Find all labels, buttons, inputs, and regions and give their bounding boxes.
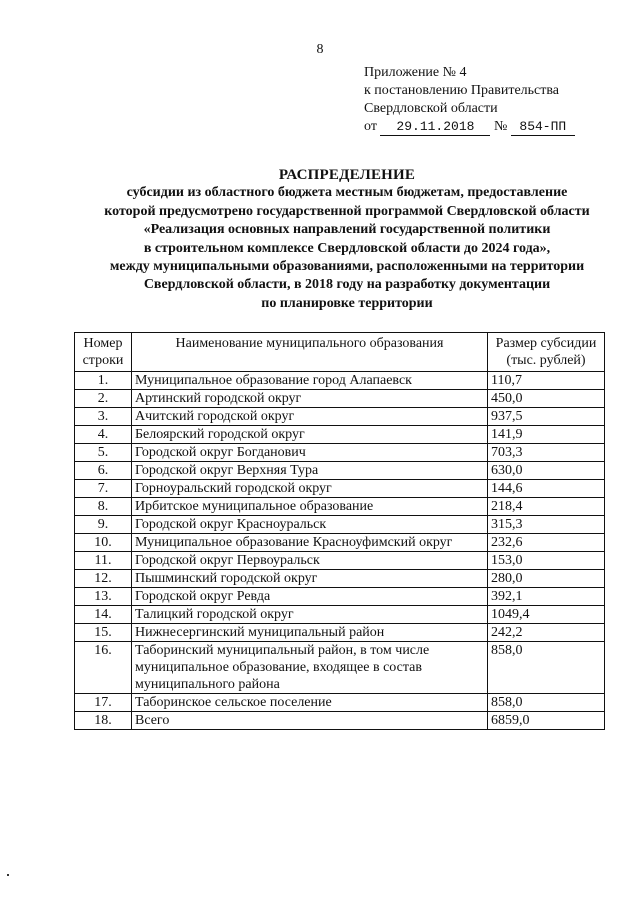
subsidy-amount: 315,3	[488, 516, 605, 534]
table-row	[75, 480, 605, 498]
table-header-row	[75, 333, 605, 372]
municipality-name: Муниципальное образование город Алапаевск	[132, 372, 488, 390]
table-row	[75, 462, 605, 480]
title-line: «Реализация основных направлений государственной политики	[143, 222, 551, 238]
subsidy-amount: 153,0	[488, 552, 605, 570]
municipality-name: Нижнесергинский муниципальный район	[132, 624, 488, 642]
table-row	[75, 624, 605, 642]
header-name: Наименование муниципального образования	[132, 333, 488, 372]
subsidy-amount: 232,6	[488, 534, 605, 552]
table-row	[75, 712, 605, 730]
row-number: 15.	[75, 624, 132, 642]
row-number: 2.	[75, 390, 132, 408]
row-number: 18.	[75, 712, 132, 730]
table-row	[75, 552, 605, 570]
row-number: 10.	[75, 534, 132, 552]
row-number: 12.	[75, 570, 132, 588]
table-row	[75, 642, 605, 694]
title-heading: РАСПРЕДЕЛЕНИЕ	[278, 167, 416, 183]
subsidy-amount: 858,0	[488, 642, 605, 694]
table-row	[75, 408, 605, 426]
municipality-name: Пышминский городской округ	[132, 570, 488, 588]
table-row	[75, 372, 605, 390]
table-row	[75, 588, 605, 606]
number-label: №	[493, 119, 508, 134]
municipality-name: Артинский городской округ	[132, 390, 488, 408]
municipality-name: Городской округ Верхняя Тура	[132, 462, 488, 480]
header-row-number	[75, 333, 132, 372]
header-amount-line2: (тыс. рублей)	[506, 353, 586, 368]
subsidy-amount: 144,6	[488, 480, 605, 498]
row-number: 7.	[75, 480, 132, 498]
table-row	[75, 694, 605, 712]
subsidy-amount: 1049,4	[488, 606, 605, 624]
subsidy-amount: 242,2	[488, 624, 605, 642]
row-number: 17.	[75, 694, 132, 712]
row-number: 3.	[75, 408, 132, 426]
row-number: 6.	[75, 462, 132, 480]
appendix-line-2: к постановлению Правительства	[364, 83, 560, 98]
appendix-line-3: Свердловской области	[364, 101, 498, 116]
table-row	[75, 606, 605, 624]
subsidy-amount: 450,0	[488, 390, 605, 408]
from-label: от	[364, 119, 377, 134]
title-line: между муниципальными образованиями, расположенными на территории	[109, 259, 585, 275]
subsidy-table	[74, 332, 605, 730]
municipality-name: Ирбитское муниципальное образование	[132, 498, 488, 516]
title-line: которой предусмотрено государственной программой Свердловской области	[104, 203, 590, 219]
municipality-name: Таборинское сельское поселение	[132, 694, 488, 712]
row-number: 5.	[75, 444, 132, 462]
appendix-title: Приложение № 4	[364, 65, 467, 80]
row-number: 14.	[75, 606, 132, 624]
subsidy-amount: 937,5	[488, 408, 605, 426]
header-num-line2: строки	[82, 353, 124, 368]
subsidy-amount: 630,0	[488, 462, 605, 480]
decree-date: 29.11.2018	[380, 119, 490, 136]
row-number: 16.	[75, 642, 132, 694]
header-amount-line1: Размер субсидии	[495, 336, 597, 351]
row-number: 13.	[75, 588, 132, 606]
subsidy-amount: 141,9	[488, 426, 605, 444]
municipality-name: Городской округ Первоуральск	[132, 552, 488, 570]
scan-speck	[7, 874, 9, 876]
municipality-name: Белоярский городской округ	[132, 426, 488, 444]
municipality-name: Городской округ Красноуральск	[132, 516, 488, 534]
table-row	[75, 498, 605, 516]
table-row	[75, 516, 605, 534]
municipality-name: Всего	[132, 712, 488, 730]
title-line: субсидии из областного бюджета местным бюджетам, предоставление	[126, 185, 568, 201]
appendix-block	[364, 64, 575, 136]
municipality-name: Городской округ Ревда	[132, 588, 488, 606]
table-row	[75, 534, 605, 552]
table-row	[75, 570, 605, 588]
page-number: 8	[316, 42, 324, 57]
title-line: в строительном комплексе Свердловской области до 2024 года»,	[143, 240, 551, 256]
table-row	[75, 390, 605, 408]
municipality-name: Ачитский городской округ	[132, 408, 488, 426]
municipality-name: Муниципальное образование Красноуфимский округ	[132, 534, 488, 552]
header-num-line1: Номер	[83, 336, 123, 351]
subsidy-amount: 858,0	[488, 694, 605, 712]
municipality-name: Городской округ Богданович	[132, 444, 488, 462]
title-line: по планировке территории	[261, 295, 433, 311]
appendix-date-line	[364, 118, 575, 136]
municipality-name: Горноуральский городской округ	[132, 480, 488, 498]
document-title	[60, 166, 634, 313]
subsidy-amount: 392,1	[488, 588, 605, 606]
table-row	[75, 426, 605, 444]
title-line: Свердловской области, в 2018 году на разработку документации	[143, 277, 551, 293]
municipality-name: Таборинский муниципальный район, в том числе муниципальное образование, входящее в состав муниципального района	[132, 642, 488, 694]
decree-number: 854-ПП	[511, 119, 575, 136]
subsidy-amount: 6859,0	[488, 712, 605, 730]
row-number: 8.	[75, 498, 132, 516]
row-number: 4.	[75, 426, 132, 444]
subsidy-amount: 703,3	[488, 444, 605, 462]
subsidy-amount: 218,4	[488, 498, 605, 516]
table-row	[75, 444, 605, 462]
subsidy-amount: 110,7	[488, 372, 605, 390]
subsidy-amount: 280,0	[488, 570, 605, 588]
row-number: 1.	[75, 372, 132, 390]
row-number: 9.	[75, 516, 132, 534]
header-amount	[488, 333, 605, 372]
row-number: 11.	[75, 552, 132, 570]
municipality-name: Талицкий городской округ	[132, 606, 488, 624]
